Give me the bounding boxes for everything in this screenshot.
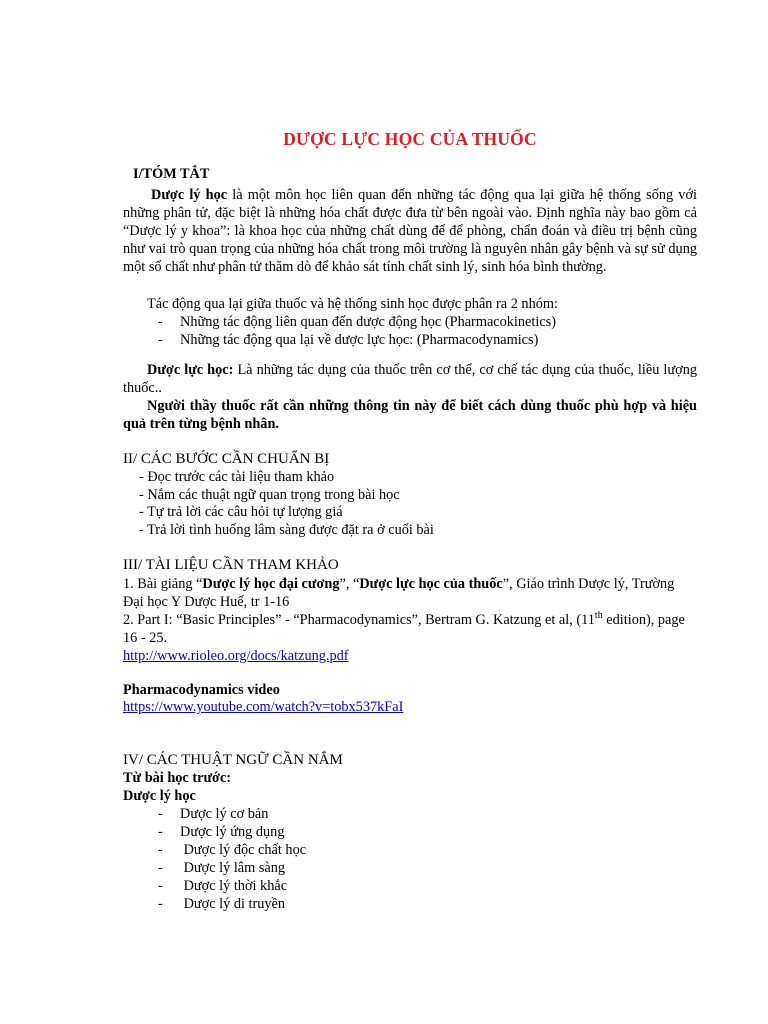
section4-heading: IV/ CÁC THUẬT NGỮ CẦN NẮM: [123, 752, 343, 768]
list-item: - Nắm các thuật ngữ quan trọng trong bài học: [139, 487, 400, 503]
intro-bold-term: Dược lý học: [151, 187, 228, 203]
katzung-pdf-link[interactable]: http://www.rioleo.org/docs/katzung.pdf: [123, 648, 349, 664]
intro-text: là một môn học liên quan đến những tác động qua lại giữa hệ thống sống với những phân tử, đặc biệt là những hóa chất được đưa từ bên ngoài vào. Định nghĩa này bao gồm cả “Dược lý y khoa”: là khoa học của những chất dùng để để phòng, chẩn đoán và điều trị bệnh cũng như vai trò quan trọng của những hóa chất trong môi trường là nguyên nhân gây bệnh và sự sử dụng một số chất như phân tử thăm dò để khảo sát tính chất sinh lý, sinh hóa bình thường.: [123, 187, 697, 275]
section1-intro: [123, 186, 697, 276]
list-item: - Dược lý ứng dụng: [158, 824, 285, 840]
section4-subheading: Từ bài học trước:: [123, 770, 232, 786]
pharmacodynamics-definition: Dược lực học: Là những tác dụng của thuốc trên cơ thể, cơ chế tác dụng của thuốc, liều lượng thuốc..: [123, 362, 697, 396]
list-item: - Trả lời tình huống lâm sàng được đặt ra ở cuối bài: [139, 522, 434, 538]
doctor-note: Người thầy thuốc rất cần những thông tin này để biết cách dùng thuốc phù hợp và hiệu quả trên từng bệnh nhân.: [123, 398, 697, 432]
list-item: - Dược lý di truyền: [158, 896, 286, 912]
list-item: - Những tác động liên quan đến dược động học (Pharmacokinetics): [158, 314, 557, 330]
youtube-video-link[interactable]: https://www.youtube.com/watch?v=tobx537kFaI: [123, 699, 404, 715]
list-item: - Tự trả lời các câu hỏi tự lượng giá: [139, 504, 343, 520]
list-item: - Dược lý cơ bản: [158, 806, 269, 822]
section4-subheading: Dược lý học: [123, 788, 196, 804]
list-item: - Dược lý thời khắc: [158, 878, 288, 894]
video-label: Pharmacodynamics video: [123, 682, 280, 698]
list-item: - Đọc trước các tài liệu tham khảo: [139, 469, 335, 485]
list-item: - Dược lý lâm sàng: [158, 860, 286, 876]
section2-heading: II/ CÁC BƯỚC CẦN CHUẨN BỊ: [123, 451, 330, 467]
section1-heading: I/TÓM TẮT: [133, 166, 210, 182]
reference-1: 1. Bài giảng “Dược lý học đại cương”, “Dược lực học của thuốc”, Giáo trình Dược lý, Trường Đại học Y Dược Huế, tr 1-16: [123, 576, 675, 610]
section3-heading: III/ TÀI LIỆU CẦN THAM KHẢO: [123, 557, 339, 573]
list-item: - Dược lý độc chất học: [158, 842, 307, 858]
list-item: - Những tác động qua lại về dược lực học: (Pharmacodynamics): [158, 332, 539, 348]
groups-text: Tác động qua lại giữa thuốc và hệ thống sinh học được phân ra 2 nhóm:: [147, 296, 558, 312]
reference-2: 2. Part I: “Basic Principles” - “Pharmacodynamics”, Bertram G. Katzung et al, (11th edition), page 16 - 25.: [123, 610, 685, 646]
document-title: DƯỢC LỰC HỌC CỦA THUỐC: [283, 129, 537, 149]
